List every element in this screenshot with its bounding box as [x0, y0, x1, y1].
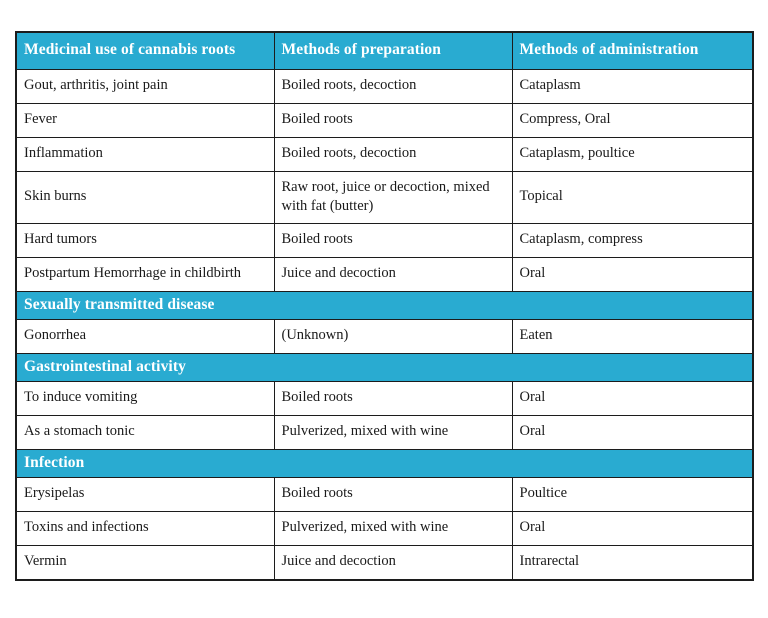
cell-method-of-preparation: Boiled roots: [274, 478, 512, 512]
table-row: [16, 258, 753, 292]
cell-method-of-administration: Poultice: [512, 478, 753, 512]
cell-method-of-preparation: Juice and decoction: [274, 258, 512, 292]
cell-medicinal-use: Gonorrhea: [16, 320, 274, 354]
cell-method-of-preparation: (Unknown): [274, 320, 512, 354]
table-row: [16, 512, 753, 546]
cell-method-of-preparation: Boiled roots: [274, 382, 512, 416]
cell-method-of-administration: Cataplasm: [512, 70, 753, 104]
cell-medicinal-use: Vermin: [16, 546, 274, 581]
column-header-methods-of-preparation: Methods of preparation: [274, 32, 512, 70]
cell-medicinal-use: Skin burns: [16, 172, 274, 224]
cell-method-of-preparation: Boiled roots, decoction: [274, 138, 512, 172]
cell-method-of-administration: Cataplasm, poultice: [512, 138, 753, 172]
section-title: Infection: [16, 450, 753, 478]
cannabis-roots-uses-table: [15, 31, 754, 581]
table-section-row: [16, 292, 753, 320]
table-row: [16, 320, 753, 354]
cell-method-of-preparation: Raw root, juice or decoction, mixed with fat (butter): [274, 172, 512, 224]
column-header-methods-of-administration: Methods of administration: [512, 32, 753, 70]
table-row: [16, 382, 753, 416]
cell-medicinal-use: As a stomach tonic: [16, 416, 274, 450]
cell-medicinal-use: Toxins and infections: [16, 512, 274, 546]
table-row: [16, 416, 753, 450]
table-row: [16, 104, 753, 138]
cell-method-of-administration: Compress, Oral: [512, 104, 753, 138]
table-section-row: [16, 354, 753, 382]
cell-medicinal-use: Erysipelas: [16, 478, 274, 512]
cell-medicinal-use: Gout, arthritis, joint pain: [16, 70, 274, 104]
cell-medicinal-use: To induce vomiting: [16, 382, 274, 416]
cell-method-of-preparation: Pulverized, mixed with wine: [274, 512, 512, 546]
table-row: [16, 478, 753, 512]
cell-method-of-administration: Oral: [512, 512, 753, 546]
table-row: [16, 138, 753, 172]
table-row: [16, 224, 753, 258]
cell-method-of-preparation: Boiled roots, decoction: [274, 70, 512, 104]
section-title: Sexually transmitted disease: [16, 292, 753, 320]
cell-medicinal-use: Inflammation: [16, 138, 274, 172]
table-section-row: [16, 450, 753, 478]
cell-method-of-administration: Cataplasm, compress: [512, 224, 753, 258]
cell-method-of-preparation: Juice and decoction: [274, 546, 512, 581]
cell-method-of-administration: Oral: [512, 258, 753, 292]
cell-method-of-administration: Eaten: [512, 320, 753, 354]
cell-method-of-preparation: Boiled roots: [274, 224, 512, 258]
column-header-medicinal-use: Medicinal use of cannabis roots: [16, 32, 274, 70]
cell-medicinal-use: Postpartum Hemorrhage in childbirth: [16, 258, 274, 292]
table-row: [16, 172, 753, 224]
table-header-row: [16, 32, 753, 70]
table-body: [16, 70, 753, 581]
cell-method-of-preparation: Pulverized, mixed with wine: [274, 416, 512, 450]
table-header: [16, 32, 753, 70]
cell-method-of-administration: Oral: [512, 382, 753, 416]
section-title: Gastrointestinal activity: [16, 354, 753, 382]
cell-method-of-administration: Oral: [512, 416, 753, 450]
cell-medicinal-use: Fever: [16, 104, 274, 138]
table-row: [16, 546, 753, 581]
table-row: [16, 70, 753, 104]
cell-medicinal-use: Hard tumors: [16, 224, 274, 258]
table-container: [15, 31, 752, 581]
cell-method-of-administration: Intrarectal: [512, 546, 753, 581]
cell-method-of-preparation: Boiled roots: [274, 104, 512, 138]
cell-method-of-administration: Topical: [512, 172, 753, 224]
